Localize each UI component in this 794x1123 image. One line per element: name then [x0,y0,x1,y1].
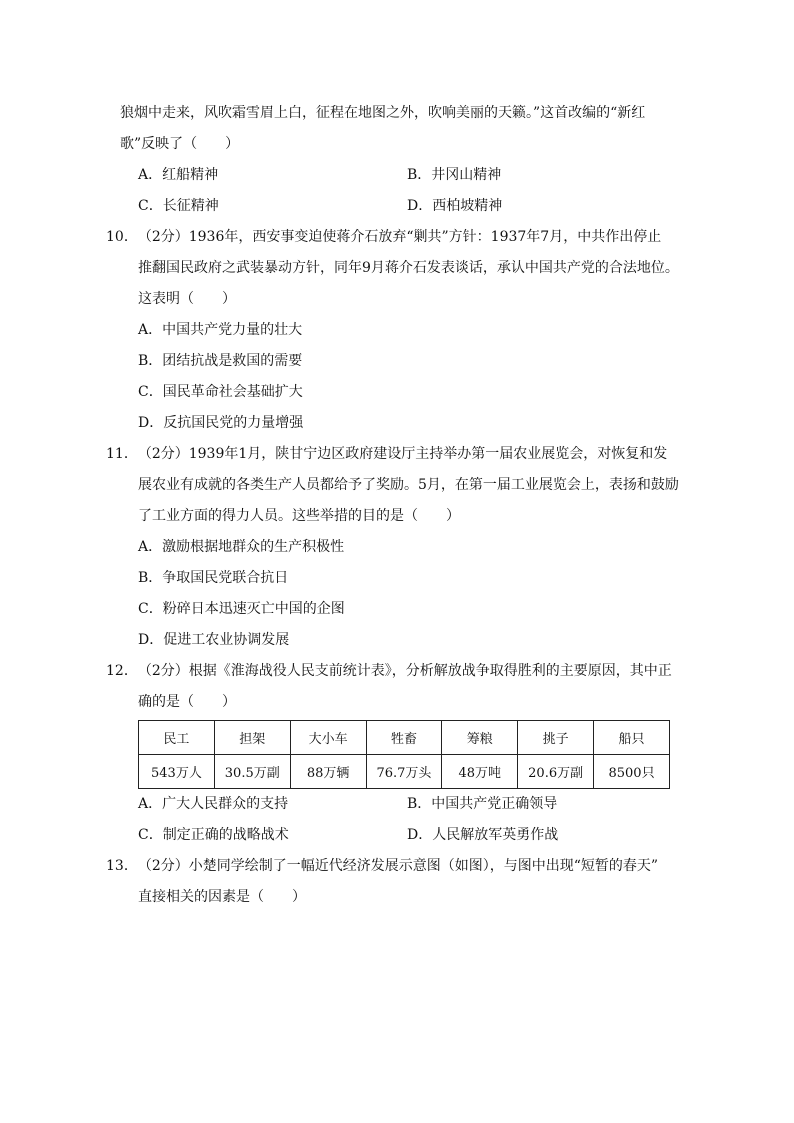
q9-line-2: 歌”反映了（ ） [120,136,240,152]
question-11 [106,439,679,656]
q12-line-1: （2分）根据《淮海战役人民支前统计表》，分析解放战争取得胜利的主要原因，其中正 [137,663,672,679]
exam-content [106,98,679,913]
q11-option-d: D．促进工农业协调发展 [138,632,290,648]
table-cell: 76.7万头 [366,755,442,789]
table-cell: 8500只 [594,755,670,789]
q10-option-c: C．国民革命社会基础扩大 [138,384,303,400]
q10-option-a: A．中国共产党力量的壮大 [138,322,303,338]
table-header-row [139,721,670,755]
table-header-cell: 挑子 [518,721,594,755]
q13-line-1: （2分）小楚同学绘制了一幅近代经济发展示意图（如图），与图中出现“短暂的春天” [137,858,659,874]
q9-options-row-1 [120,160,676,191]
q13-line-2: 直接相关的因素是（ ） [138,889,306,905]
q11-line-1: （2分）1939年1月，陕甘宁边区政府建设厅主持举办第一届农业展览会，对恢复和发 [137,446,668,462]
table-cell: 48万吨 [442,755,518,789]
q9-line-1: 狼烟中走来，风吹霜雪眉上白，征程在地图之外，吹响美丽的天籁。”这首改编的“新红 [120,105,646,121]
q12-line-2: 确的是（ ） [138,694,236,710]
q12-option-d: D．人民解放军英勇作战 [407,827,559,843]
q9-options-row-2 [120,191,676,222]
question-13 [106,851,676,913]
q11-line-3: 了工业方面的得力人员。这些举措的目的是（ ） [138,508,460,524]
q10-line-3: 这表明（ ） [138,291,236,307]
q10-line-2: 推翻国民政府之武装暴动方针，同年9月蒋介石发表谈话，承认中国共产党的合法地位。 [138,260,679,276]
q10-option-d: D．反抗国民党的力量增强 [138,415,304,431]
q11-option-a: A．激励根据地群众的生产积极性 [138,539,345,555]
q12-option-c: C．制定正确的战略战术 [138,827,289,843]
table-header-cell: 牲畜 [366,721,442,755]
q9-option-b: B．井冈山精神 [407,167,502,183]
q12-options-row-2 [120,820,676,851]
q11-option-c: C．粉碎日本迅速灭亡中国的企图 [138,601,345,617]
table-header-cell: 民工 [139,721,215,755]
q10-number: 10． [106,229,138,245]
q12-number: 12． [106,663,138,679]
table-row [139,755,670,789]
q10-option-b: B．团结抗战是救国的需要 [138,353,303,369]
support-statistics-table [138,720,670,789]
table-header-cell: 担架 [214,721,290,755]
table-cell: 88万辆 [290,755,366,789]
table-header-cell: 大小车 [290,721,366,755]
q11-number: 11． [106,446,138,462]
question-12 [106,656,676,851]
q12-option-b: B．中国共产党正确领导 [407,796,558,812]
question-10 [106,222,679,439]
q9-option-a: A．红船精神 [138,167,219,183]
question-9 [120,98,676,222]
table-cell: 30.5万副 [214,755,290,789]
q11-option-b: B．争取国民党联合抗日 [138,570,289,586]
q10-line-1: （2分）1936年，西安事变迫使蒋介石放弃“剿共”方针：1937年7月，中共作出停止 [137,229,662,245]
q12-option-a: A．广大人民群众的支持 [138,796,289,812]
q9-option-d: D．西柏坡精神 [407,198,503,214]
q13-number: 13． [106,858,138,874]
table-header-cell: 筹粮 [442,721,518,755]
q11-line-2: 展农业有成就的各类生产人员都给予了奖励。5月，在第一届工业展览会上，表扬和鼓励 [138,477,679,493]
table-cell: 543万人 [139,755,215,789]
q12-options-row-1 [120,789,676,820]
table-cell: 20.6万副 [518,755,594,789]
table-header-cell: 船只 [594,721,670,755]
q9-option-c: C．长征精神 [138,198,219,214]
